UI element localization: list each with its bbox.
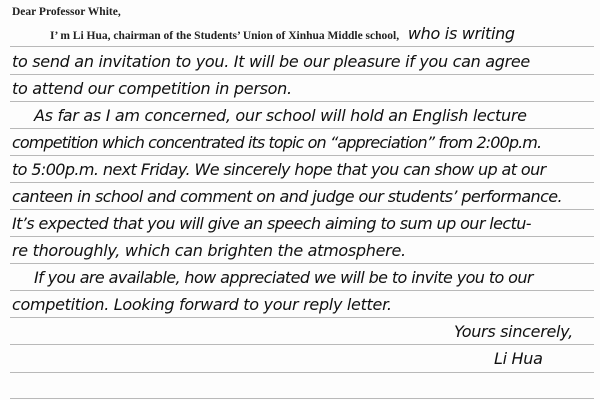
ruled-line — [10, 46, 594, 47]
letter-line-2: to send an invitation to you. It will be our pleasure if you can agree — [12, 52, 530, 71]
ruled-line — [10, 290, 594, 291]
letter-line-5: competition which concentrated its topic on “appreciation” from 2:00p.m. — [12, 133, 542, 152]
letter-line-7: canteen in school and comment on and judge our students’ performance. — [12, 187, 563, 206]
closing: Yours sincerely, — [454, 322, 573, 341]
letter-line-3: to attend our competition in person. — [12, 79, 292, 98]
letter-line-1 — [50, 24, 515, 46]
ruled-line — [10, 74, 594, 75]
letter-line-6: to 5:00p.m. next Friday. We sincerely hope that you can show up at our — [12, 160, 546, 179]
ruled-line — [10, 344, 594, 345]
ruled-line — [10, 263, 594, 264]
letter-line-8: It’s expected that you will give an speech aiming to sum up our lectu- — [12, 214, 531, 233]
handwritten-continuation: who is writing — [407, 24, 515, 43]
ruled-line — [10, 236, 594, 237]
letter-line-4: As far as I am concerned, our school will hold an English lecture — [34, 106, 527, 125]
ruled-line — [10, 128, 594, 129]
printed-intro: I’ m Li Hua, chairman of the Students’ Union of Xinhua Middle school, — [50, 30, 400, 42]
ruled-line — [10, 398, 594, 399]
signature: Li Hua — [494, 349, 543, 368]
ruled-line — [10, 317, 594, 318]
letter-line-9: re thoroughly, which can brighten the atmosphere. — [12, 241, 406, 260]
ruled-line — [10, 155, 594, 156]
ruled-line — [10, 209, 594, 210]
ruled-line — [10, 372, 594, 373]
ruled-line — [10, 182, 594, 183]
ruled-line — [10, 101, 594, 102]
letter-line-11: competition. Looking forward to your reply letter. — [12, 295, 392, 314]
salutation: Dear Professor White, — [12, 6, 121, 18]
letter-line-10: If you are available, how appreciated we will be to invite you to our — [34, 268, 533, 287]
